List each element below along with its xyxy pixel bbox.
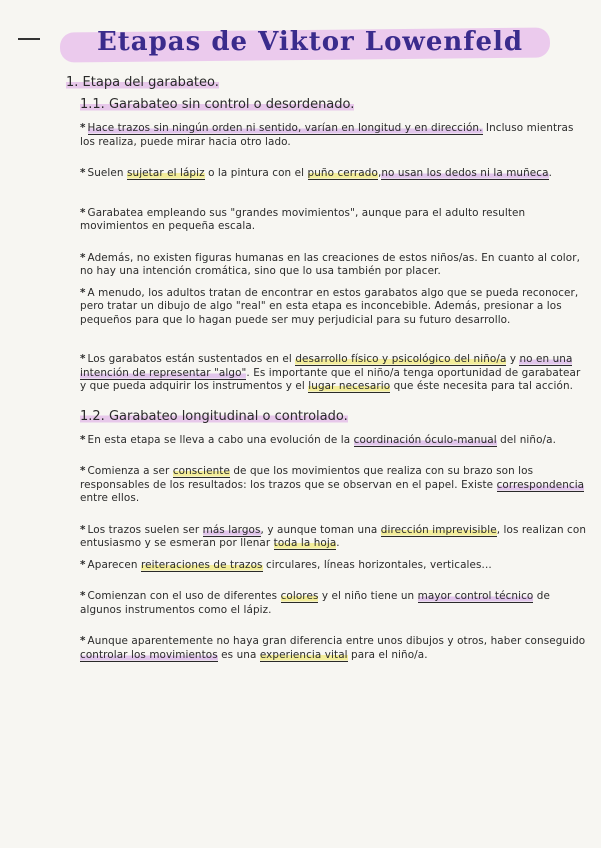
asterisk-icon: * — [80, 167, 86, 179]
note-7-highlight: coordinación óculo-manual — [353, 433, 497, 446]
asterisk-icon: * — [80, 590, 86, 602]
note-8-text-c: entre ellos. — [80, 492, 140, 504]
asterisk-icon: * — [80, 353, 86, 365]
note-9-highlight-3: toda la hoja — [273, 537, 337, 549]
note-12-highlight-1: controlar los movimientos — [80, 648, 218, 661]
note-1 — [80, 122, 586, 149]
note-12 — [80, 635, 586, 662]
note-8-highlight-2: correspondencia — [496, 478, 585, 491]
note-10-text-a: Aparecen — [87, 558, 141, 571]
asterisk-icon: * — [80, 635, 86, 647]
note-10-text-b: circulares, líneas horizontales, verticales... — [262, 558, 492, 571]
note-12-text-b: es una — [217, 648, 260, 661]
note-8-text-a: Comienza a ser — [87, 465, 173, 477]
note-2-text-d: . — [548, 167, 552, 179]
note-10-highlight: reiteraciones de trazos — [140, 558, 263, 571]
asterisk-icon: * — [80, 433, 86, 446]
note-2-text-c: , — [377, 167, 382, 179]
note-6-text-a: Los garabatos están sustentados en el — [87, 353, 296, 365]
asterisk-icon: * — [80, 286, 86, 299]
note-6-highlight-3: lugar necesario — [308, 380, 391, 392]
note-2-text-b: o la pintura con el — [204, 167, 308, 179]
note-6-text-c: . Es importante que el niño/a tenga oportunidad de garabatear y que pueda adquirir los instrumentos y el — [80, 366, 581, 392]
note-7-text-a: En esta etapa se lleva a cabo una evolución de la — [87, 433, 354, 446]
note-9-text-a: Los trazos suelen ser — [87, 523, 203, 536]
subsection-heading-1-2 — [80, 408, 586, 426]
note-8-text-b: de que los movimientos que realiza con su brazo son los responsables de los resultados: los trazos que se observan en el papel. Existe — [80, 465, 534, 491]
note-2-highlight-1: sujetar el lápiz — [127, 167, 205, 179]
note-2-highlight-3: no usan los dedos ni la muñeca — [381, 167, 549, 179]
note-5-text: A menudo, los adultos tratan de encontrar en estos garabatos algo que se pueda reconocer, pero tratar un dibujo de algo "real" en esta etapa es inconcebible. Además, presionar a los pequeños para que lo hagan puede ser muy perjudicial para su futuro desarrollo. — [80, 286, 579, 326]
note-2 — [80, 167, 586, 181]
note-6-highlight-2: no en una intención de representar "algo" — [80, 353, 573, 379]
asterisk-icon: * — [80, 558, 86, 571]
note-5 — [80, 287, 586, 328]
note-8 — [80, 465, 586, 506]
note-11-text-b: y el niño tiene un — [318, 590, 418, 602]
margin-dash — [18, 38, 40, 40]
note-9 — [80, 524, 586, 551]
asterisk-icon: * — [80, 465, 86, 477]
note-10 — [80, 559, 586, 573]
note-6-text-b: y — [506, 353, 520, 365]
note-9-text-c: , los realizan con entusiasmo y se esmeran por llenar — [80, 523, 587, 549]
note-12-text-c: para el niño/a. — [347, 648, 428, 661]
notes-content — [66, 70, 586, 662]
asterisk-icon: * — [80, 523, 86, 536]
note-1-highlight: Hace trazos sin ningún orden ni sentido, varían en longitud y en dirección. — [87, 122, 483, 134]
note-9-text-d: . — [336, 537, 340, 549]
note-6-text-d: que éste necesita para tal acción. — [390, 380, 574, 392]
note-11-highlight-1: colores — [280, 590, 319, 602]
note-8-highlight-1: consciente — [172, 465, 230, 477]
note-12-highlight-2: experiencia vital — [259, 648, 348, 661]
note-11 — [80, 590, 586, 617]
note-3-text: Garabatea empleando sus "grandes movimientos", aunque para el adulto resulten movimientos en pequeña escala. — [80, 206, 526, 232]
note-2-text-a: Suelen — [87, 167, 127, 179]
note-7 — [80, 434, 586, 448]
note-1-text: Incluso mientras los realiza, puede mirar hacia otro lado. — [80, 122, 574, 148]
subsection-heading-1-2-text: 1.2. Garabateo longitudinal o controlado. — [80, 408, 348, 424]
note-11-text-a: Comienzan con el uso de diferentes — [87, 590, 281, 602]
note-12-text-a: Aunque aparentemente no haya gran diferencia entre unos dibujos y otros, haber conseguido — [87, 635, 586, 647]
asterisk-icon: * — [80, 122, 86, 134]
section-heading-1 — [66, 74, 586, 92]
note-9-text-b: , y aunque toman una — [260, 523, 381, 536]
note-11-highlight-2: mayor control técnico — [417, 590, 534, 602]
asterisk-icon: * — [80, 206, 86, 219]
note-7-text-b: del niño/a. — [496, 433, 557, 446]
note-6-highlight-1: desarrollo físico y psicológico del niño/a — [295, 353, 507, 365]
note-9-highlight-1: más largos — [202, 523, 261, 536]
subsection-heading-1-1-text: 1.1. Garabateo sin control o desordenado. — [80, 97, 355, 112]
note-9-highlight-2: dirección imprevisible — [380, 523, 497, 536]
section-heading-1-text: 1. Etapa del garabateo. — [66, 75, 219, 90]
title-block — [60, 16, 560, 68]
subsection-heading-1-1 — [80, 96, 586, 114]
note-11-text-c: de algunos instrumentos como el lápiz. — [80, 590, 550, 616]
note-4 — [80, 252, 586, 279]
note-6 — [80, 353, 586, 394]
note-2-highlight-2: puño cerrado — [307, 167, 378, 179]
asterisk-icon: * — [80, 251, 86, 264]
note-4-text: Además, no existen figuras humanas en las creaciones de estos niños/as. En cuanto al color, no hay una intención cromática, sino que lo usa también por placer. — [80, 251, 581, 277]
page-title: Etapas de Viktor Lowenfeld — [96, 27, 524, 57]
note-3 — [80, 207, 586, 234]
